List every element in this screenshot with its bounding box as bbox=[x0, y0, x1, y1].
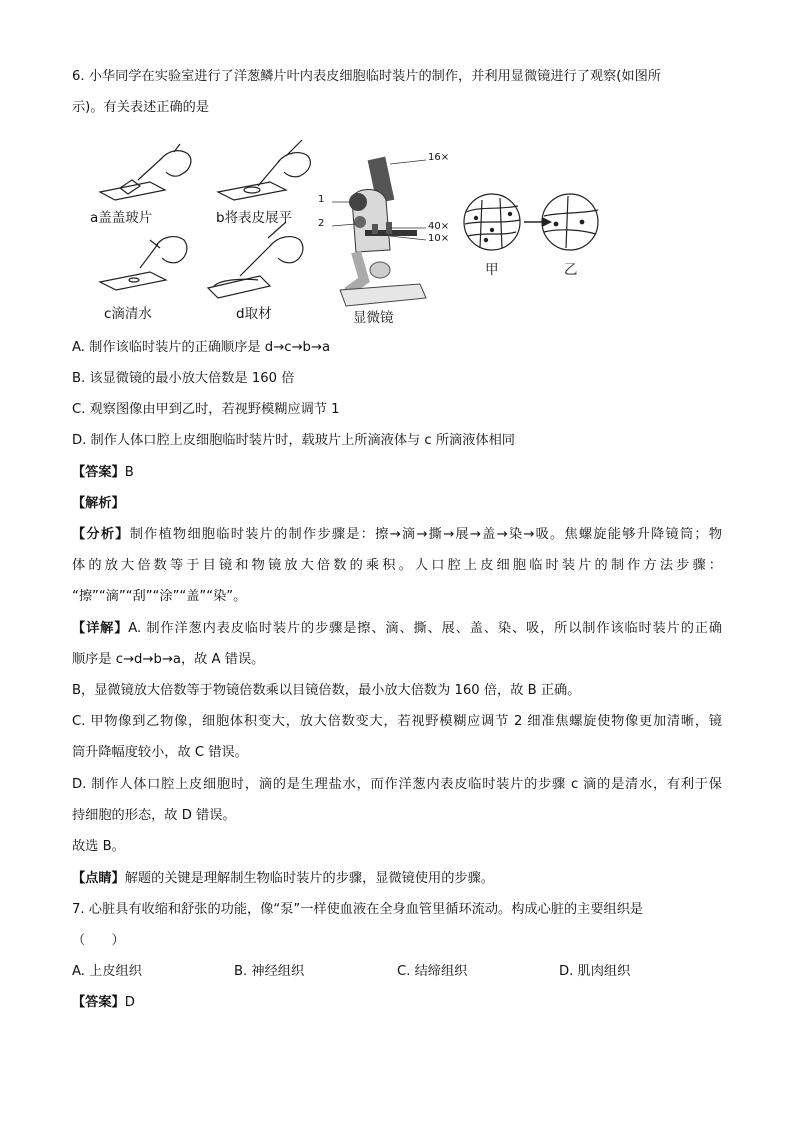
label-yi: 乙 bbox=[564, 262, 578, 278]
label-step-c: c滴清水 bbox=[104, 306, 152, 322]
xiangjie-line4: C. 甲物像到乙物像，细胞体积变大，放大倍数变大，若视野模糊应调节 2 细准焦螺旋使物像更加清晰，镜 bbox=[72, 714, 722, 729]
answer-value: B bbox=[124, 465, 134, 480]
q7-option-a: A. 上皮组织 bbox=[72, 964, 142, 979]
xiangjie-line2: 顺序是 c→d→b→a，故 A 错误。 bbox=[72, 652, 265, 667]
q6-option-b: B. 该显微镜的最小放大倍数是 160 倍 bbox=[72, 371, 295, 386]
label-knob-2: 2 bbox=[318, 218, 325, 229]
q6-option-c: C. 观察图像由甲到乙时，若视野模糊应调节 1 bbox=[72, 402, 340, 417]
q7-option-b: B. 神经组织 bbox=[234, 964, 305, 979]
xiangjie-tag: 【详解】 bbox=[72, 621, 129, 636]
q7-answer-value: D bbox=[124, 995, 135, 1010]
fenxi-line3: “擦”“滴”“刮”“涂”“盖”“染”。 bbox=[72, 589, 247, 604]
q7-option-c: C. 结缔组织 bbox=[397, 964, 468, 979]
q7-stem-line1: 7. 心脏具有收缩和舒张的功能，像“泵”一样使血液在全身血管里循环流动。构成心脏的主要组织是 bbox=[72, 902, 644, 917]
q6-figure bbox=[90, 140, 650, 330]
xiangjie-line1: 【详解】A. 制作洋葱内表皮临时装片的步骤是擦、滴、撕、展、盖、染、吸，所以制作该临时装片的正确 bbox=[72, 621, 723, 636]
label-10x: 10× bbox=[428, 233, 450, 244]
choose-line: 故选 B。 bbox=[72, 839, 125, 854]
answer-tag: 【答案】 bbox=[72, 465, 125, 480]
q7-option-d: D. 肌肉组织 bbox=[559, 964, 631, 979]
q6-stem-line2: 示)。有关表述正确的是 bbox=[72, 100, 210, 115]
q6-option-a: A. 制作该临时装片的正确顺序是 d→c→b→a bbox=[72, 340, 331, 355]
q7-answer bbox=[72, 994, 135, 1012]
label-jia: 甲 bbox=[485, 262, 499, 278]
label-knob-1: 1 bbox=[318, 194, 325, 205]
label-step-a: a盖盖玻片 bbox=[90, 210, 153, 226]
q6-analysis-tag bbox=[72, 495, 125, 513]
label-microscope: 显微镜 bbox=[353, 310, 394, 326]
fenxi-tag: 【分析】 bbox=[72, 527, 130, 542]
step-d-drawing bbox=[208, 222, 303, 298]
step-a-drawing bbox=[100, 144, 191, 200]
xiangjie-line3: B，显微镜放大倍数等于物镜倍数乘以目镜倍数，最小放大倍数为 160 倍，故 B 正确。 bbox=[72, 683, 581, 698]
q6-answer bbox=[72, 464, 134, 482]
dianjing-line: 【点睛】解题的关键是理解制生物临时装片的步骤，显微镜使用的步骤。 bbox=[72, 871, 494, 886]
microscope-drawing bbox=[332, 157, 426, 306]
analysis-tag: 【解析】 bbox=[72, 496, 125, 511]
step-c-drawing bbox=[100, 237, 187, 290]
label-40x: 40× bbox=[428, 221, 450, 232]
q6-option-d: D. 制作人体口腔上皮细胞临时装片时，载玻片上所滴液体与 c 所滴液体相同 bbox=[72, 433, 515, 448]
dianjing-tag: 【点睛】 bbox=[72, 871, 125, 886]
view-jia-drawing bbox=[464, 194, 520, 250]
fenxi-line2: 体的放大倍数等于目镜和物镜放大倍数的乘积。人口腔上皮细胞临时装片的制作方法步骤： bbox=[72, 558, 722, 573]
q7-answer-tag: 【答案】 bbox=[72, 995, 125, 1010]
xiangjie-line5: 筒升降幅度较小，故 C 错误。 bbox=[72, 745, 248, 760]
arrow-icon bbox=[524, 217, 552, 227]
xiangjie-line7: 持细胞的形态，故 D 错误。 bbox=[72, 808, 236, 823]
step-b-drawing bbox=[218, 140, 310, 200]
label-16x: 16× bbox=[428, 152, 450, 163]
q7-stem-line2: （ ） bbox=[72, 933, 125, 948]
experiment-illustration bbox=[90, 140, 650, 330]
xiangjie-line6: D. 制作人体口腔上皮细胞时，滴的是生理盐水，而作洋葱内表皮临时装片的步骤 c 滴的是清水，有利于保 bbox=[72, 777, 722, 792]
label-step-b: b将表皮展平 bbox=[216, 210, 293, 226]
label-step-d: d取材 bbox=[236, 306, 272, 322]
fenxi-line1: 【分析】制作植物细胞临时装片的制作步骤是：擦→滴→撕→展→盖→染→吸。焦螺旋能够升降镜筒；物 bbox=[72, 527, 723, 542]
q6-stem-line1: 6. 小华同学在实验室进行了洋葱鳞片叶内表皮细胞临时装片的制作，并利用显微镜进行了观察(如图所 bbox=[72, 69, 661, 84]
